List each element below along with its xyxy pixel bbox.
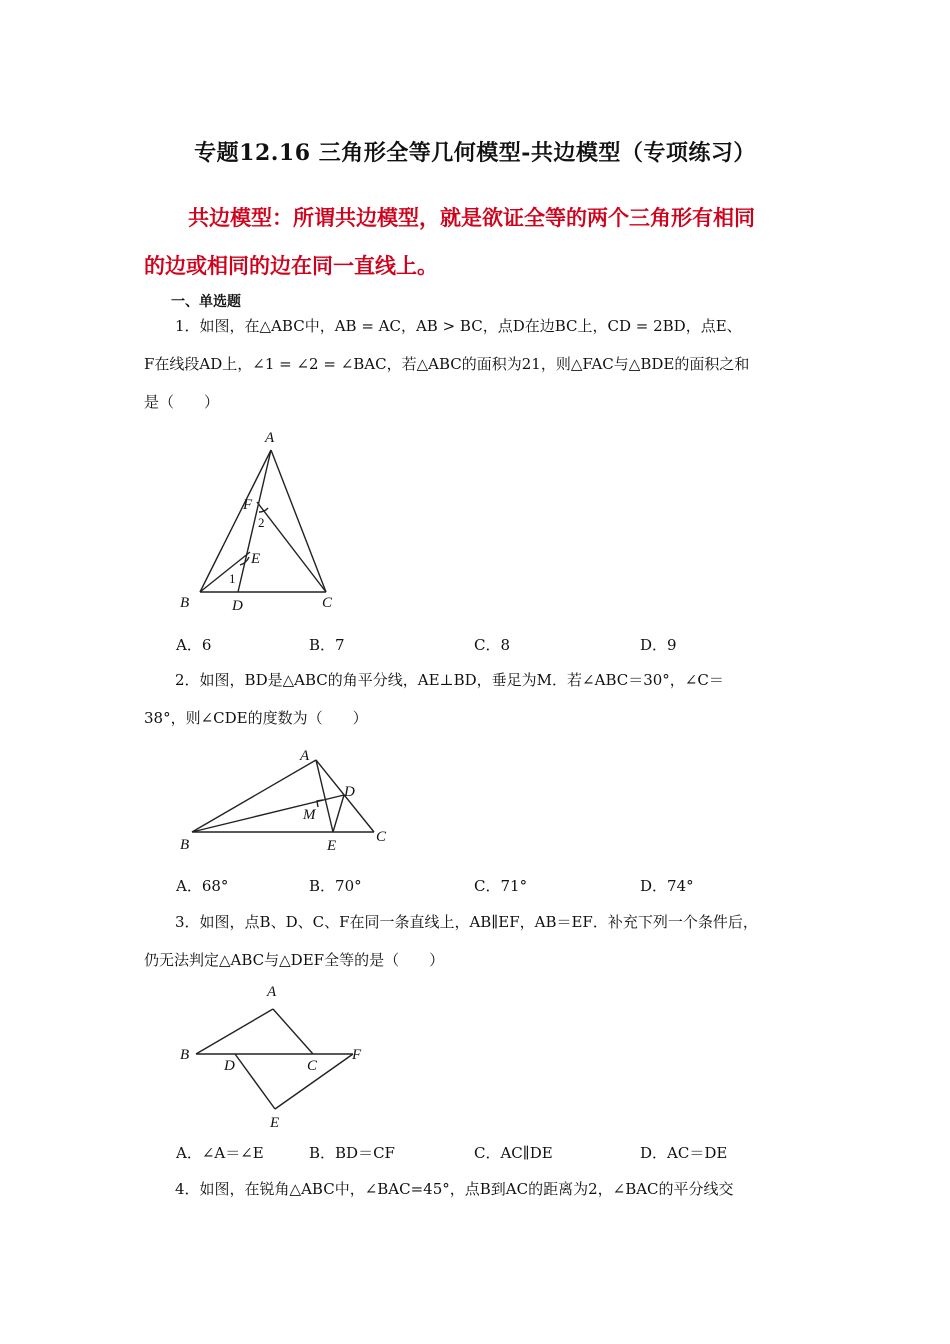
- label-a: A: [265, 430, 275, 446]
- label-c: C: [307, 1058, 318, 1074]
- q2-option-b[interactable]: B．70°: [309, 877, 362, 895]
- q3-figure: [170, 978, 380, 1133]
- q2-figure: [170, 740, 400, 860]
- label-d: D: [224, 1058, 235, 1074]
- page-title: 专题12.16 三角形全等几何模型-共边模型（专项练习）: [194, 140, 756, 166]
- segment-ab: [196, 1009, 273, 1054]
- section-heading: 一、单选题: [171, 294, 241, 310]
- label-f: F: [352, 1047, 362, 1063]
- q1-line-1: 1．如图，在△ABC中，AB = AC，AB > BC，点D在边BC上，CD = 2BD，点E、: [175, 317, 742, 335]
- label-a: A: [300, 748, 310, 764]
- q1-option-d[interactable]: D．9: [640, 636, 677, 654]
- q3-line-1: 3．如图，点B、D、C、F在同一条直线上，AB∥EF，AB＝EF．补充下列一个条件后，: [175, 913, 758, 931]
- q1-option-c[interactable]: C．8: [474, 636, 511, 654]
- q1-option-b[interactable]: B．7: [309, 636, 345, 654]
- label-e: E: [270, 1115, 280, 1131]
- label-angle-1: 1: [229, 571, 236, 586]
- segment-ab: [192, 760, 316, 832]
- label-d: D: [232, 598, 243, 614]
- label-e: E: [327, 838, 337, 854]
- intro-line-2: 的边或相同的边在同一直线上。: [144, 253, 438, 278]
- q3-option-d[interactable]: D．AC＝DE: [640, 1144, 728, 1162]
- intro-line-1: 共边模型：所谓共边模型，就是欲证全等的两个三角形有相同: [188, 205, 755, 230]
- q1-line-3: 是（ ）: [144, 393, 220, 411]
- label-c: C: [322, 595, 333, 611]
- label-f: F: [243, 497, 253, 513]
- q2-line-1: 2．如图，BD是△ABC的角平分线，AE⊥BD，垂足为M．若∠ABC＝30°，∠C＝: [175, 671, 724, 689]
- q3-option-a[interactable]: A．∠A＝∠E: [176, 1144, 264, 1162]
- segment-ac: [273, 1009, 313, 1054]
- segment-fc: [257, 502, 326, 592]
- q4-line-1: 4．如图，在锐角△ABC中，∠BAC=45°，点B到AC的距离为2，∠BAC的平分线交: [175, 1180, 734, 1198]
- q1-figure: [170, 420, 350, 620]
- q2-option-c[interactable]: C．71°: [474, 877, 528, 895]
- label-angle-2: 2: [258, 515, 265, 530]
- q1-line-2: F在线段AD上，∠1 = ∠2 = ∠BAC，若△ABC的面积为21，则△FAC与△BDE的面积之和: [144, 355, 750, 373]
- label-c: C: [376, 829, 387, 845]
- q3-option-c[interactable]: C．AC∥DE: [474, 1144, 553, 1162]
- label-b: B: [180, 837, 190, 853]
- segment-de: [333, 795, 344, 832]
- q2-option-a[interactable]: A．68°: [176, 877, 229, 895]
- q2-line-2: 38°，则∠CDE的度数为（ ）: [144, 709, 368, 727]
- q3-option-b[interactable]: B．BD＝CF: [309, 1144, 395, 1162]
- label-m: M: [303, 807, 316, 823]
- q1-option-a[interactable]: A．6: [176, 636, 212, 654]
- segment-ac: [271, 450, 326, 592]
- label-e: E: [251, 551, 261, 567]
- segment-de: [235, 1054, 275, 1109]
- label-a: A: [267, 984, 277, 1000]
- label-d: D: [344, 784, 355, 800]
- q3-line-2: 仍无法判定△ABC与△DEF全等的是（ ）: [144, 951, 445, 969]
- label-b: B: [180, 595, 190, 611]
- label-b: B: [180, 1047, 190, 1063]
- segment-ad: [238, 450, 271, 592]
- q2-option-d[interactable]: D．74°: [640, 877, 694, 895]
